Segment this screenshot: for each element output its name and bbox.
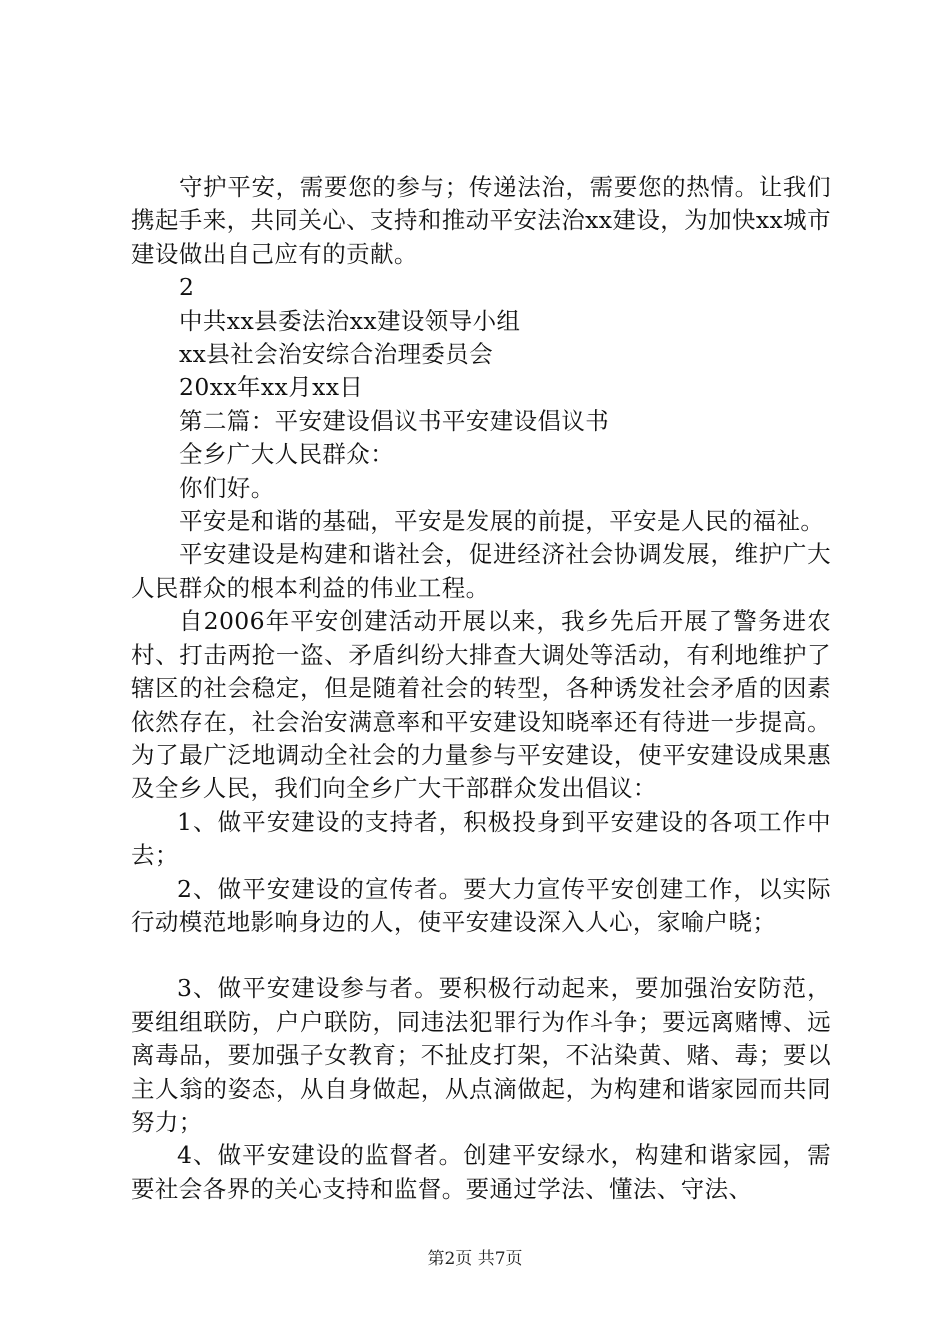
list-item-3: 3、做平安建设参与者。要积极行动起来，要加强治安防范，要组组联防，户户联防，同违法犯罪行为作斗争；要远离赌博、远离毒品，要加强子女教育；不扯皮打架，不沾染黄、赌、毒；要以主人翁的姿态，从自身做起，从点滴做起，为构建和谐家园而共同努力； (131, 974, 831, 1136)
body-paragraph-2: 平安建设是构建和谐社会，促进经济社会协调发展，维护广大人民群众的根本利益的伟业工程。 (131, 540, 831, 602)
document-body (131, 171, 831, 1206)
body-paragraph-3: 自2006年平安创建活动开展以来，我乡先后开展了警务进农村、打击两抢一盗、矛盾纠纷大排查大调处等活动，有利地维护了辖区的社会稳定，但是随着社会的转型，各种诱发社会矛盾的因素依然存在，社会治安满意率和平安建设知晓率还有待进一步提高。为了最广泛地调动全社会的力量参与平安建设，使平安建设成果惠及全乡人民，我们向全乡广大干部群众发出倡议： (131, 607, 831, 803)
page-number-marker: 2 (179, 273, 195, 302)
body-paragraph-1: 平安是和谐的基础，平安是发展的前提，平安是人民的福祉。 (179, 507, 825, 536)
list-item-4: 4、做平安建设的监督者。创建平安绿水，构建和谐家园，需要社会各界的关心支持和监督。要通过学法、懂法、守法、 (131, 1141, 831, 1203)
greeting: 你们好。 (179, 473, 275, 502)
signature-org-1: 中共xx县委法治xx建设领导小组 (179, 306, 521, 335)
salutation: 全乡广大人民群众： (179, 440, 395, 469)
signature-date: 20xx年xx月xx日 (179, 373, 364, 402)
page-footer: 第2页 共7页 (427, 1249, 523, 1269)
list-item-1: 1、做平安建设的支持者，积极投身到平安建设的各项工作中去； (131, 807, 831, 870)
signature-org-2: xx县社会治安综合治理委员会 (179, 340, 494, 369)
list-item-2: 2、做平安建设的宣传者。要大力宣传平安创建工作，以实际行动模范地影响身边的人，使平安建设深入人心，家喻户晓； (131, 874, 831, 936)
section-title: 第二篇：平安建设倡议书平安建设倡议书 (179, 406, 610, 435)
blank-line (131, 939, 831, 972)
closing-paragraph: 守护平安，需要您的参与；传递法治，需要您的热情。让我们携起手来，共同关心、支持和推动平安法治xx建设，为加快xx城市建设做出自己应有的贡献。 (131, 173, 831, 268)
